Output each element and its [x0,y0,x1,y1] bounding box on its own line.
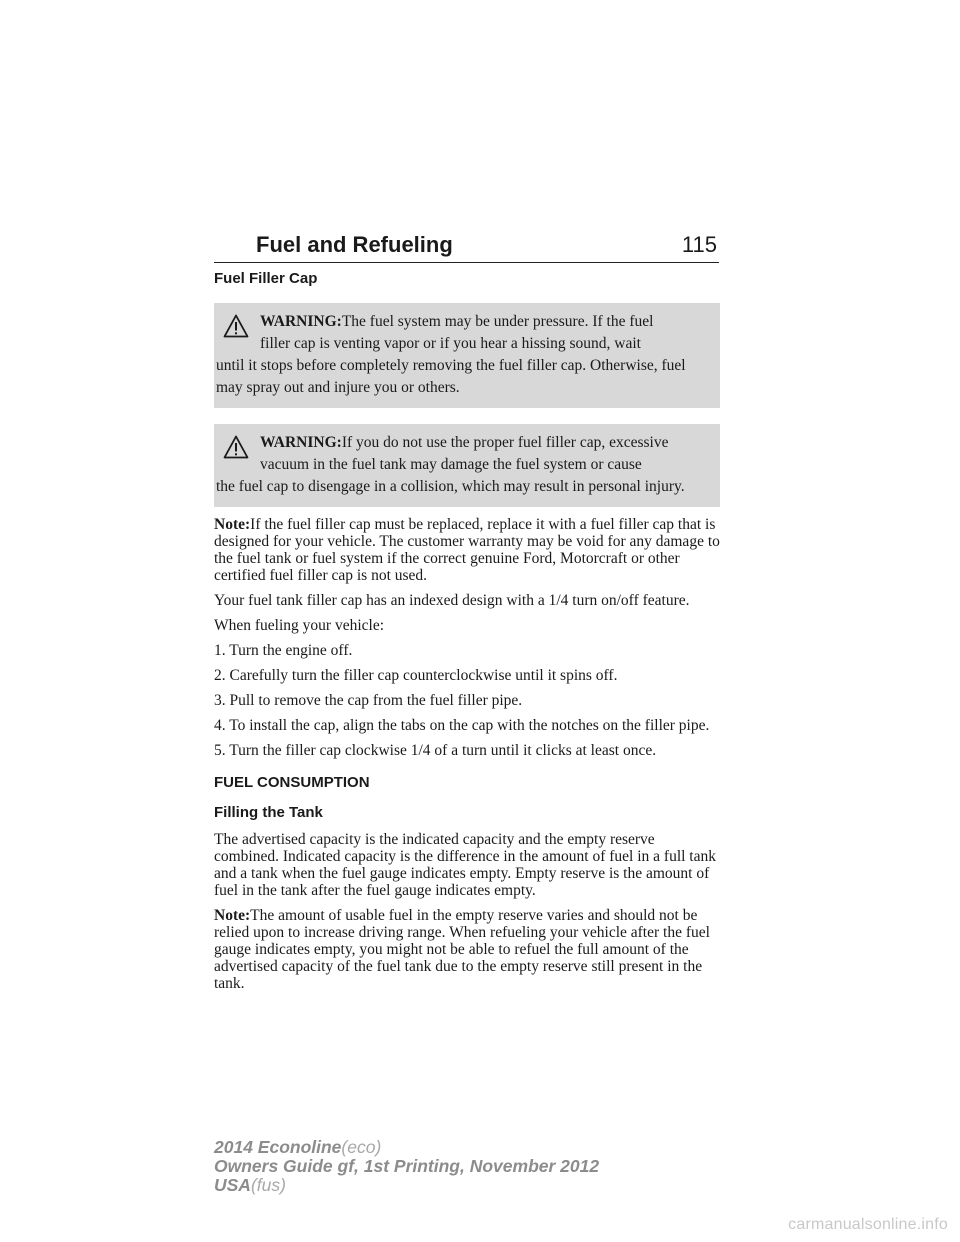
section-heading-fuel-consumption: FUEL CONSUMPTION [214,774,370,791]
warning-box-pressure [214,303,720,408]
step-item: 5. Turn the filler cap clockwise 1/4 of a turn until it clicks at least once. [214,742,657,759]
warning-label: WARNING: [260,313,342,330]
paragraph-indexed-design: Your fuel tank filler cap has an indexed design with a 1/4 turn on/off feature. [214,592,690,609]
page-header [214,232,719,263]
step-item: 1. Turn the engine off. [214,642,353,659]
chapter-title: Fuel and Refueling [256,232,453,257]
warning-text-line1: If you do not use the proper fuel filler cap, excessive [341,434,669,451]
footer-line-market [214,1176,599,1195]
paragraph-advertised-capacity: The advertised capacity is the indicated capacity and the empty reserve combined. Indicated capacity is the difference in the amount of fuel in a full tank and a tank when the fuel gauge indicates empty. Empty reserve is the amount of fuel in the tank after the fuel gauge indicates empty. [214,831,716,899]
footer-model-code: (eco) [341,1137,382,1157]
paragraph-fueling-intro: When fueling your vehicle: [214,617,385,634]
warning-box-vacuum [214,424,720,507]
footer-line-edition: Owners Guide gf, 1st Printing, November 2012 [214,1156,600,1176]
note-paragraph-empty-reserve [214,907,720,992]
warning-text-line2: filler cap is venting vapor or if you hear a hissing sound, wait [260,335,641,352]
footer-line-model [214,1138,599,1157]
warning-first-line [216,311,716,333]
warning-first-line [216,432,716,454]
warning-triangle-icon [223,435,249,459]
note-text: The amount of usable fuel in the empty reserve varies and should not be relied upon to increase driving range. When refueling your vehicle after the fuel gauge indicates empty, you might not be able to refuel the full amount of the advertised capacity of the fuel tank due to the empty reserve still present in the tank. [214,907,710,992]
step-item: 3. Pull to remove the cap from the fuel filler pipe. [214,692,523,709]
subheading-filling-the-tank: Filling the Tank [214,804,323,821]
site-watermark: carmanualsonline.info [788,1216,948,1233]
page-number: 115 [681,232,717,257]
note-label: Note: [214,907,251,924]
footer-model: 2014 Econoline [214,1137,342,1157]
warning-text-rest: until it stops before completely removing the fuel filler cap. Otherwise, fuel may spray out and injure you or others. [216,357,686,396]
warning-text-line1: The fuel system may be under pressure. If the fuel [341,313,654,330]
warning-text-line2: vacuum in the fuel tank may damage the fuel system or cause [260,456,642,473]
section-heading-fuel-filler-cap: Fuel Filler Cap [214,270,318,287]
note-label: Note: [214,516,251,533]
document-footer [214,1138,599,1195]
footer-market-code: (fus) [250,1175,286,1195]
page-content [214,269,720,1000]
warning-triangle-icon [223,314,249,338]
note-text: If the fuel filler cap must be replaced, replace it with a fuel filler cap that is designed for your vehicle. The customer warranty may be void for any damage to the fuel tank or fuel system if the correct genuine Ford, Motorcraft or other certified fuel filler cap is not used. [214,516,720,584]
warning-text-rest: the fuel cap to disengage in a collision, which may result in personal injury. [216,478,685,495]
step-item: 4. To install the cap, align the tabs on the cap with the notches on the filler pipe. [214,717,710,734]
warning-label: WARNING: [260,434,342,451]
footer-market: USA [214,1175,251,1195]
step-item: 2. Carefully turn the filler cap counterclockwise until it spins off. [214,667,618,684]
note-paragraph-filler-cap [214,516,720,584]
